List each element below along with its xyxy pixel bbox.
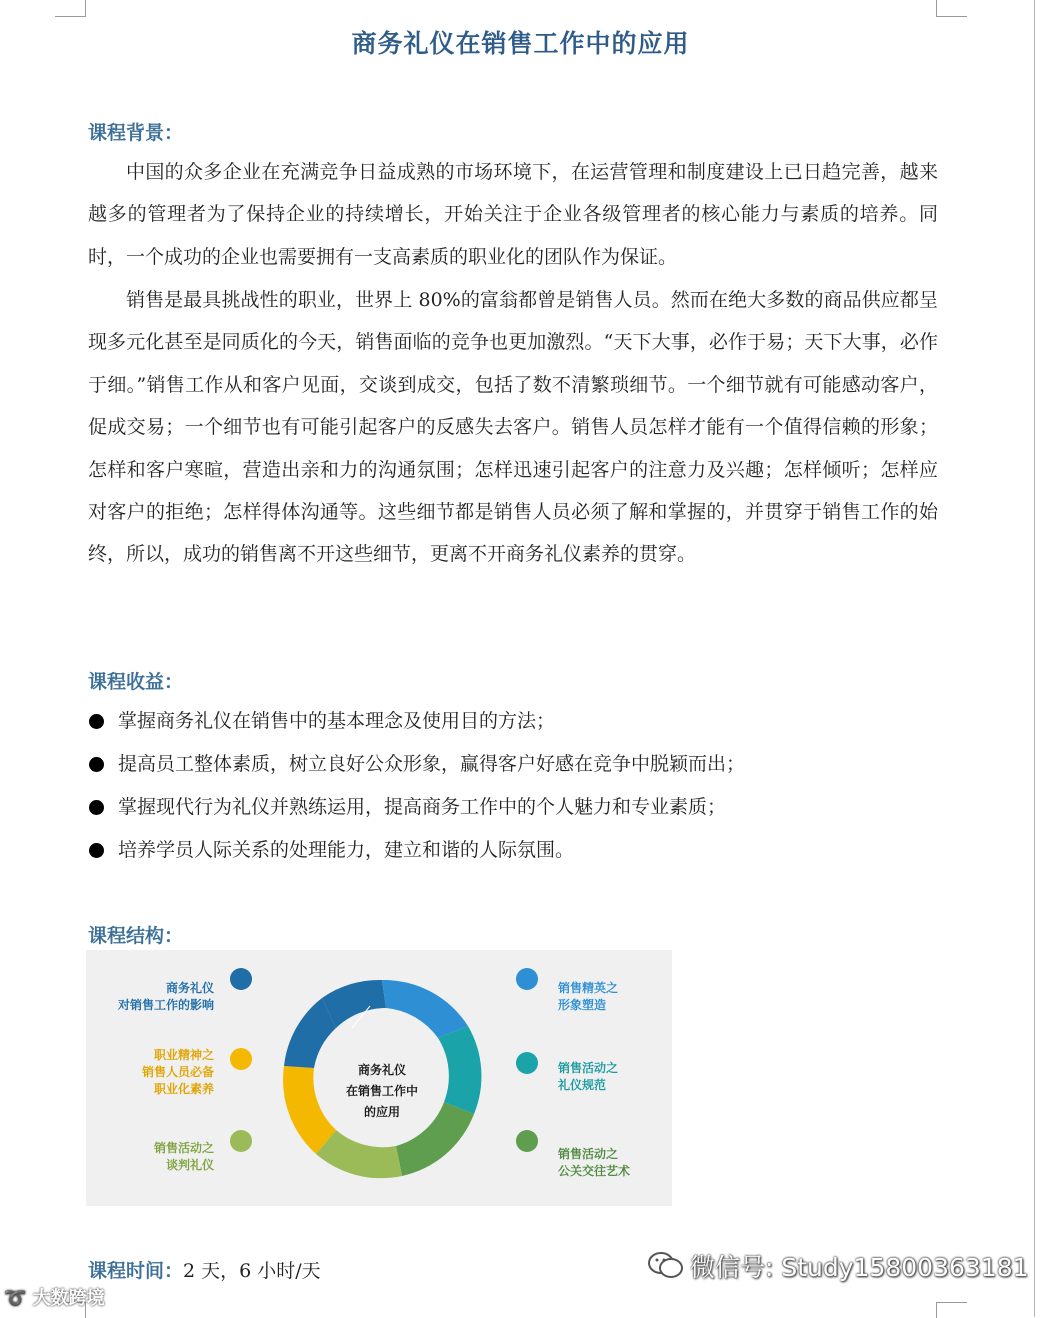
document-title: 商务礼仪在销售工作中的应用 <box>351 29 690 58</box>
left-label-2 <box>90 1047 214 1098</box>
benefit-item <box>88 829 745 872</box>
bullet-icon <box>89 714 104 729</box>
right-label-2 <box>558 1060 668 1094</box>
duration-value: 2 天，6 小时/天 <box>183 1260 321 1282</box>
marker-dot-left-2 <box>230 1048 252 1070</box>
marker-dot-right-2 <box>516 1052 538 1074</box>
benefit-item <box>88 786 745 829</box>
right-label-3 <box>558 1146 668 1180</box>
bullet-icon <box>89 800 104 815</box>
wechat-icon <box>648 1251 684 1285</box>
left-label-3 <box>90 1140 214 1174</box>
page-edge-rule <box>1034 0 1035 1317</box>
marker-dot-left-1 <box>230 968 252 990</box>
crop-mark-top-right <box>936 0 967 17</box>
benefit-item <box>88 743 745 786</box>
background-heading: 课程背景： <box>88 122 184 144</box>
duration-label: 课程时间： <box>88 1260 184 1282</box>
crop-mark-top-left <box>55 0 86 17</box>
benefit-text: 提高员工整体素质，树立良好公众形象，赢得客户好感在竞争中脱颖而出； <box>118 753 746 775</box>
benefit-text: 培养学员人际关系的处理能力，建立和谐的人际氛围。 <box>118 839 575 861</box>
right-label-1 <box>558 980 668 1014</box>
benefit-text: 掌握商务礼仪在销售中的基本理念及使用目的方法； <box>118 710 556 732</box>
right-label-1-text: 销售精英之 形象塑造 <box>558 981 619 1012</box>
bullet-icon <box>89 843 104 858</box>
benefits-heading: 课程收益： <box>88 671 184 693</box>
diagram-center-label: 商务礼仪 在销售工作中 的应用 <box>345 1063 418 1119</box>
background-paragraph-2: 销售是最具挑战性的职业，世界上 80%的富翁都曾是销售人员。然而在绝大多数的商品供应都呈现多元化甚至是同质化的今天，销售面临的竞争也更加激烈。“天下大事，必作于易；天下大事，必作于细。”销售工作从和客户见面，交谈到成交，包括了数不清繁琐细节。一个细节就有可能感动客户，促成交易；一个细节也有可能引起客户的反感失去客户。销售人员怎样才能有一个值得信赖的形象；怎样和客户寒暄，营造出亲和力的沟通氛围；怎样迅速引起客户的注意力及兴趣；怎样倾听；怎样应对客户的拒绝；怎样得体沟通等。这些细节都是销售人员必须了解和掌握的，并贯穿于销售工作的始终，所以，成功的销售离不开这些细节，更离不开商务礼仪素养的贯穿。 <box>88 289 938 566</box>
benefit-item <box>88 700 745 743</box>
course-structure-diagram <box>86 950 672 1206</box>
course-duration <box>88 1256 321 1283</box>
crop-mark-bottom-right <box>936 1302 967 1318</box>
benefit-text: 掌握现代行为礼仪并熟练运用，提高商务工作中的个人魅力和专业素质； <box>118 796 727 818</box>
marker-dot-right-3 <box>516 1130 538 1152</box>
marker-dot-right-1 <box>516 968 538 990</box>
wechat-id-text: 微信号: Study15800363181 <box>690 1253 1029 1282</box>
left-label-1-text: 商务礼仪 对销售工作的影响 <box>117 981 214 1012</box>
background-paragraph-1: 中国的众多企业在充满竞争日益成熟的市场环境下，在运营管理和制度建设上已日趋完善，越来越多的管理者为了保持企业的持续增长，开始关注于企业各级管理者的核心能力与素质的培养。同时，一个成功的企业也需要拥有一支高素质的职业化的团队作为保证。 <box>88 161 938 268</box>
bullet-icon <box>89 757 104 772</box>
benefits-list <box>88 700 745 872</box>
structure-heading: 课程结构： <box>88 925 184 947</box>
source-watermark <box>4 1284 105 1310</box>
left-label-1 <box>90 980 214 1014</box>
wechat-watermark <box>648 1248 1029 1285</box>
left-label-2-text: 职业精神之 销售人员必备 职业化素养 <box>141 1048 214 1096</box>
right-label-3-text: 销售活动之 公关交往艺术 <box>558 1147 631 1178</box>
left-label-3-text: 销售活动之 谈判礼仪 <box>153 1141 214 1172</box>
source-watermark-text: 大数跨境 <box>32 1288 105 1309</box>
source-logo-icon: ➰ <box>4 1288 27 1309</box>
marker-dot-left-3 <box>230 1130 252 1152</box>
right-label-2-text: 销售活动之 礼仪规范 <box>558 1061 619 1092</box>
